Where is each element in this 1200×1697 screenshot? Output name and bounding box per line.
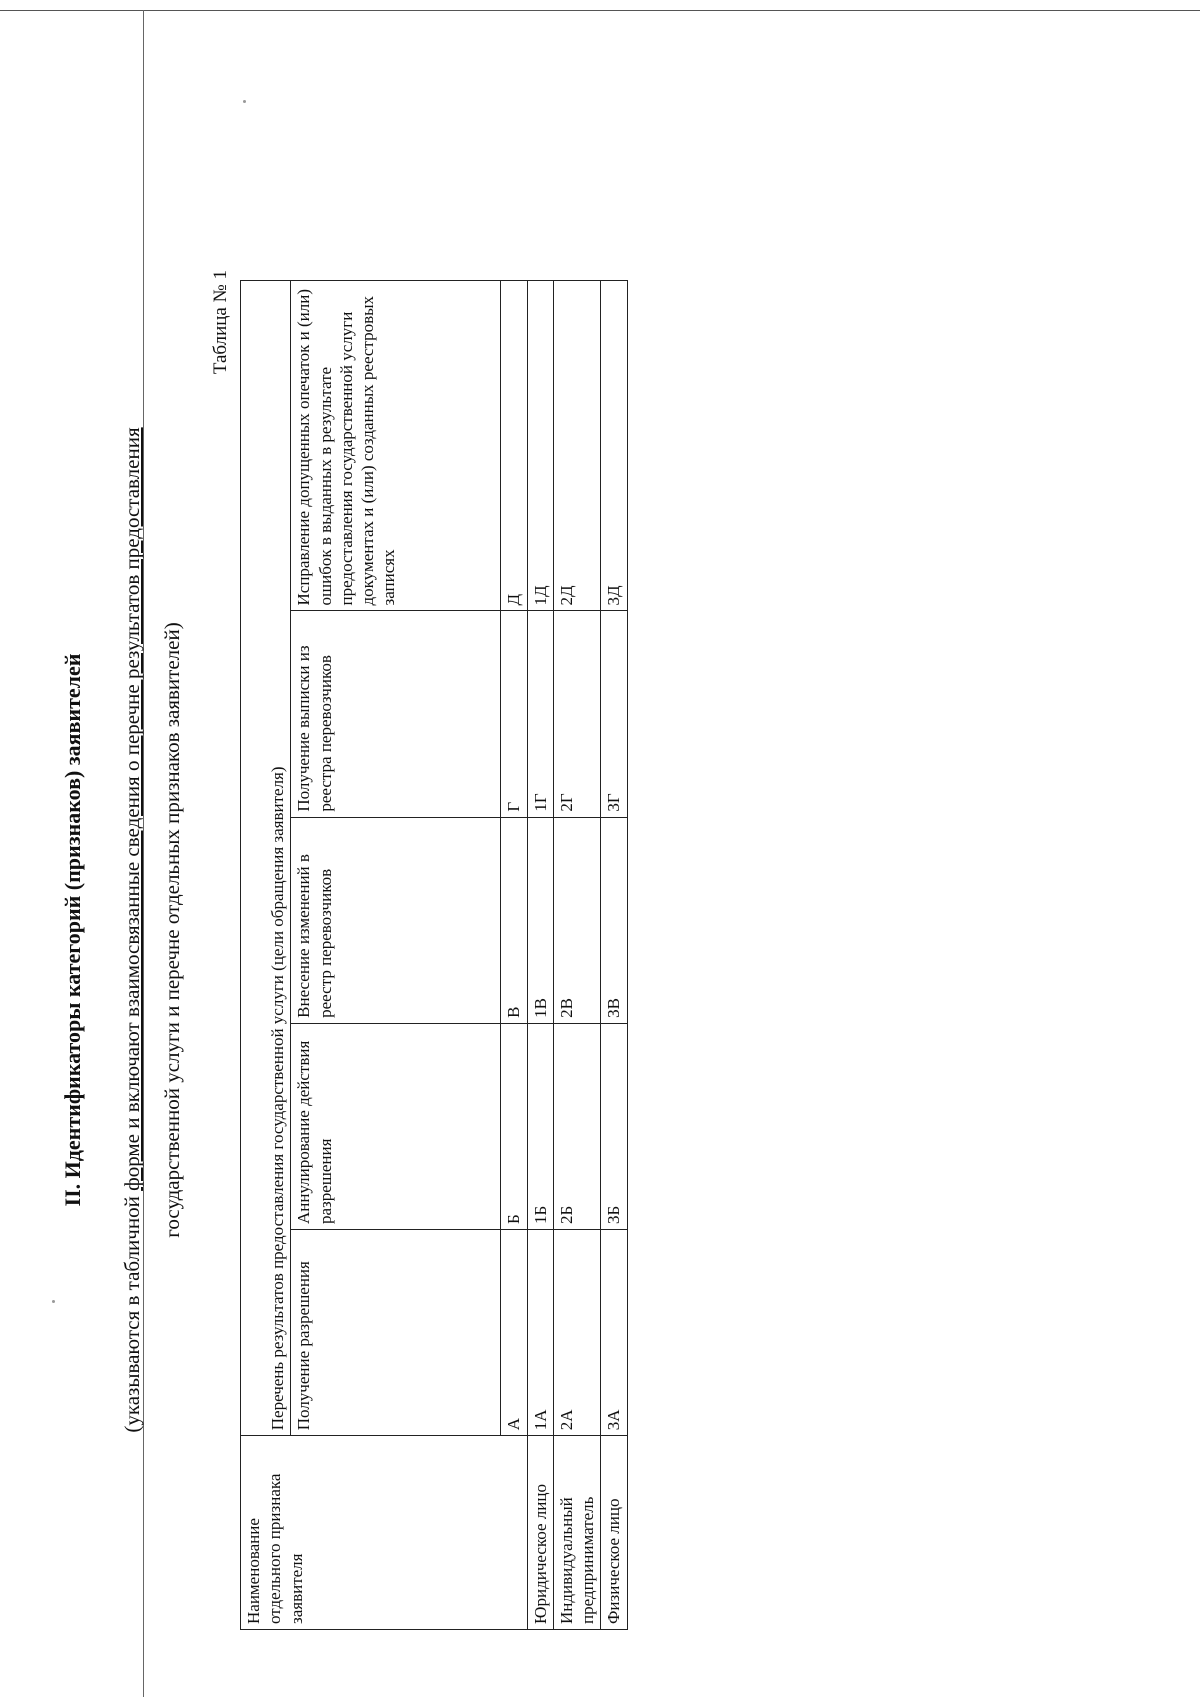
- table-cell: 3Д: [601, 281, 627, 611]
- page-title: II. Идентификаторы категорий (признаков) заявителей: [60, 653, 85, 1207]
- table-cell: 1Б: [527, 1023, 553, 1229]
- column-code: Б: [501, 1023, 527, 1229]
- corner-header: Наименование отдельного признака заявителя: [241, 1436, 528, 1630]
- subtitle-underlined: форме и включают взаимосвязанные сведения о перечне результатов предоставления: [120, 427, 144, 1191]
- table-row: [527, 281, 553, 1630]
- table-cell: 2Г: [553, 611, 601, 817]
- table-cell: 2В: [553, 817, 601, 1023]
- page-subtitle: [112, 200, 192, 1660]
- rotated-page: [60, 200, 840, 1660]
- column-code: В: [501, 817, 527, 1023]
- scan-edge-top: [0, 10, 1200, 11]
- table-cell: 1Г: [527, 611, 553, 817]
- table-cell: 3Г: [601, 611, 627, 817]
- row-label: Индивидуальный предприниматель: [553, 1436, 601, 1630]
- table-row: [553, 281, 601, 1630]
- row-label: Юридическое лицо: [527, 1436, 553, 1630]
- table-cell: 1Д: [527, 281, 553, 611]
- column-code: Г: [501, 611, 527, 817]
- table-cell: 2Б: [553, 1023, 601, 1229]
- column-codes-row: [501, 281, 527, 1630]
- group-header: Перечень результатов предоставления государственной услуги (цели обращения заявителя): [241, 281, 291, 1436]
- column-code: А: [501, 1230, 527, 1436]
- table-cell: 3В: [601, 817, 627, 1023]
- table-cell: 1А: [527, 1230, 553, 1436]
- column-label: Получение разрешения: [291, 1230, 501, 1436]
- column-label: Аннулирование действия разрешения: [291, 1023, 501, 1229]
- scan-speck: [52, 1300, 55, 1303]
- column-labels-row: [291, 281, 501, 1630]
- table-cell: 2А: [553, 1230, 601, 1436]
- scan-speck: [243, 100, 246, 103]
- identifiers-table: [240, 280, 628, 1630]
- table-header-row: [241, 281, 291, 1630]
- table-cell: 1В: [527, 817, 553, 1023]
- table-cell: 3Б: [601, 1023, 627, 1229]
- column-label: Получение выписки из реестра перевозчиков: [291, 611, 501, 817]
- table-cell: 2Д: [553, 281, 601, 611]
- subtitle-line-2: государственной услуги и перечне отдельных признаков заявителей): [160, 622, 184, 1238]
- table-label: Таблица № 1: [210, 270, 231, 375]
- column-code: Д: [501, 281, 527, 611]
- column-label: Внесение изменений в реестр перевозчиков: [291, 817, 501, 1023]
- table-row: [601, 281, 627, 1630]
- column-label: Исправление допущенных опечаток и (или) ошибок в выданных в результате предоставления государственной услуги документах и (или) созданных реестровых записях: [291, 281, 501, 611]
- row-label: Физическое лицо: [601, 1436, 627, 1630]
- subtitle-prefix: (указываются в табличной: [120, 1190, 144, 1433]
- table-cell: 3А: [601, 1230, 627, 1436]
